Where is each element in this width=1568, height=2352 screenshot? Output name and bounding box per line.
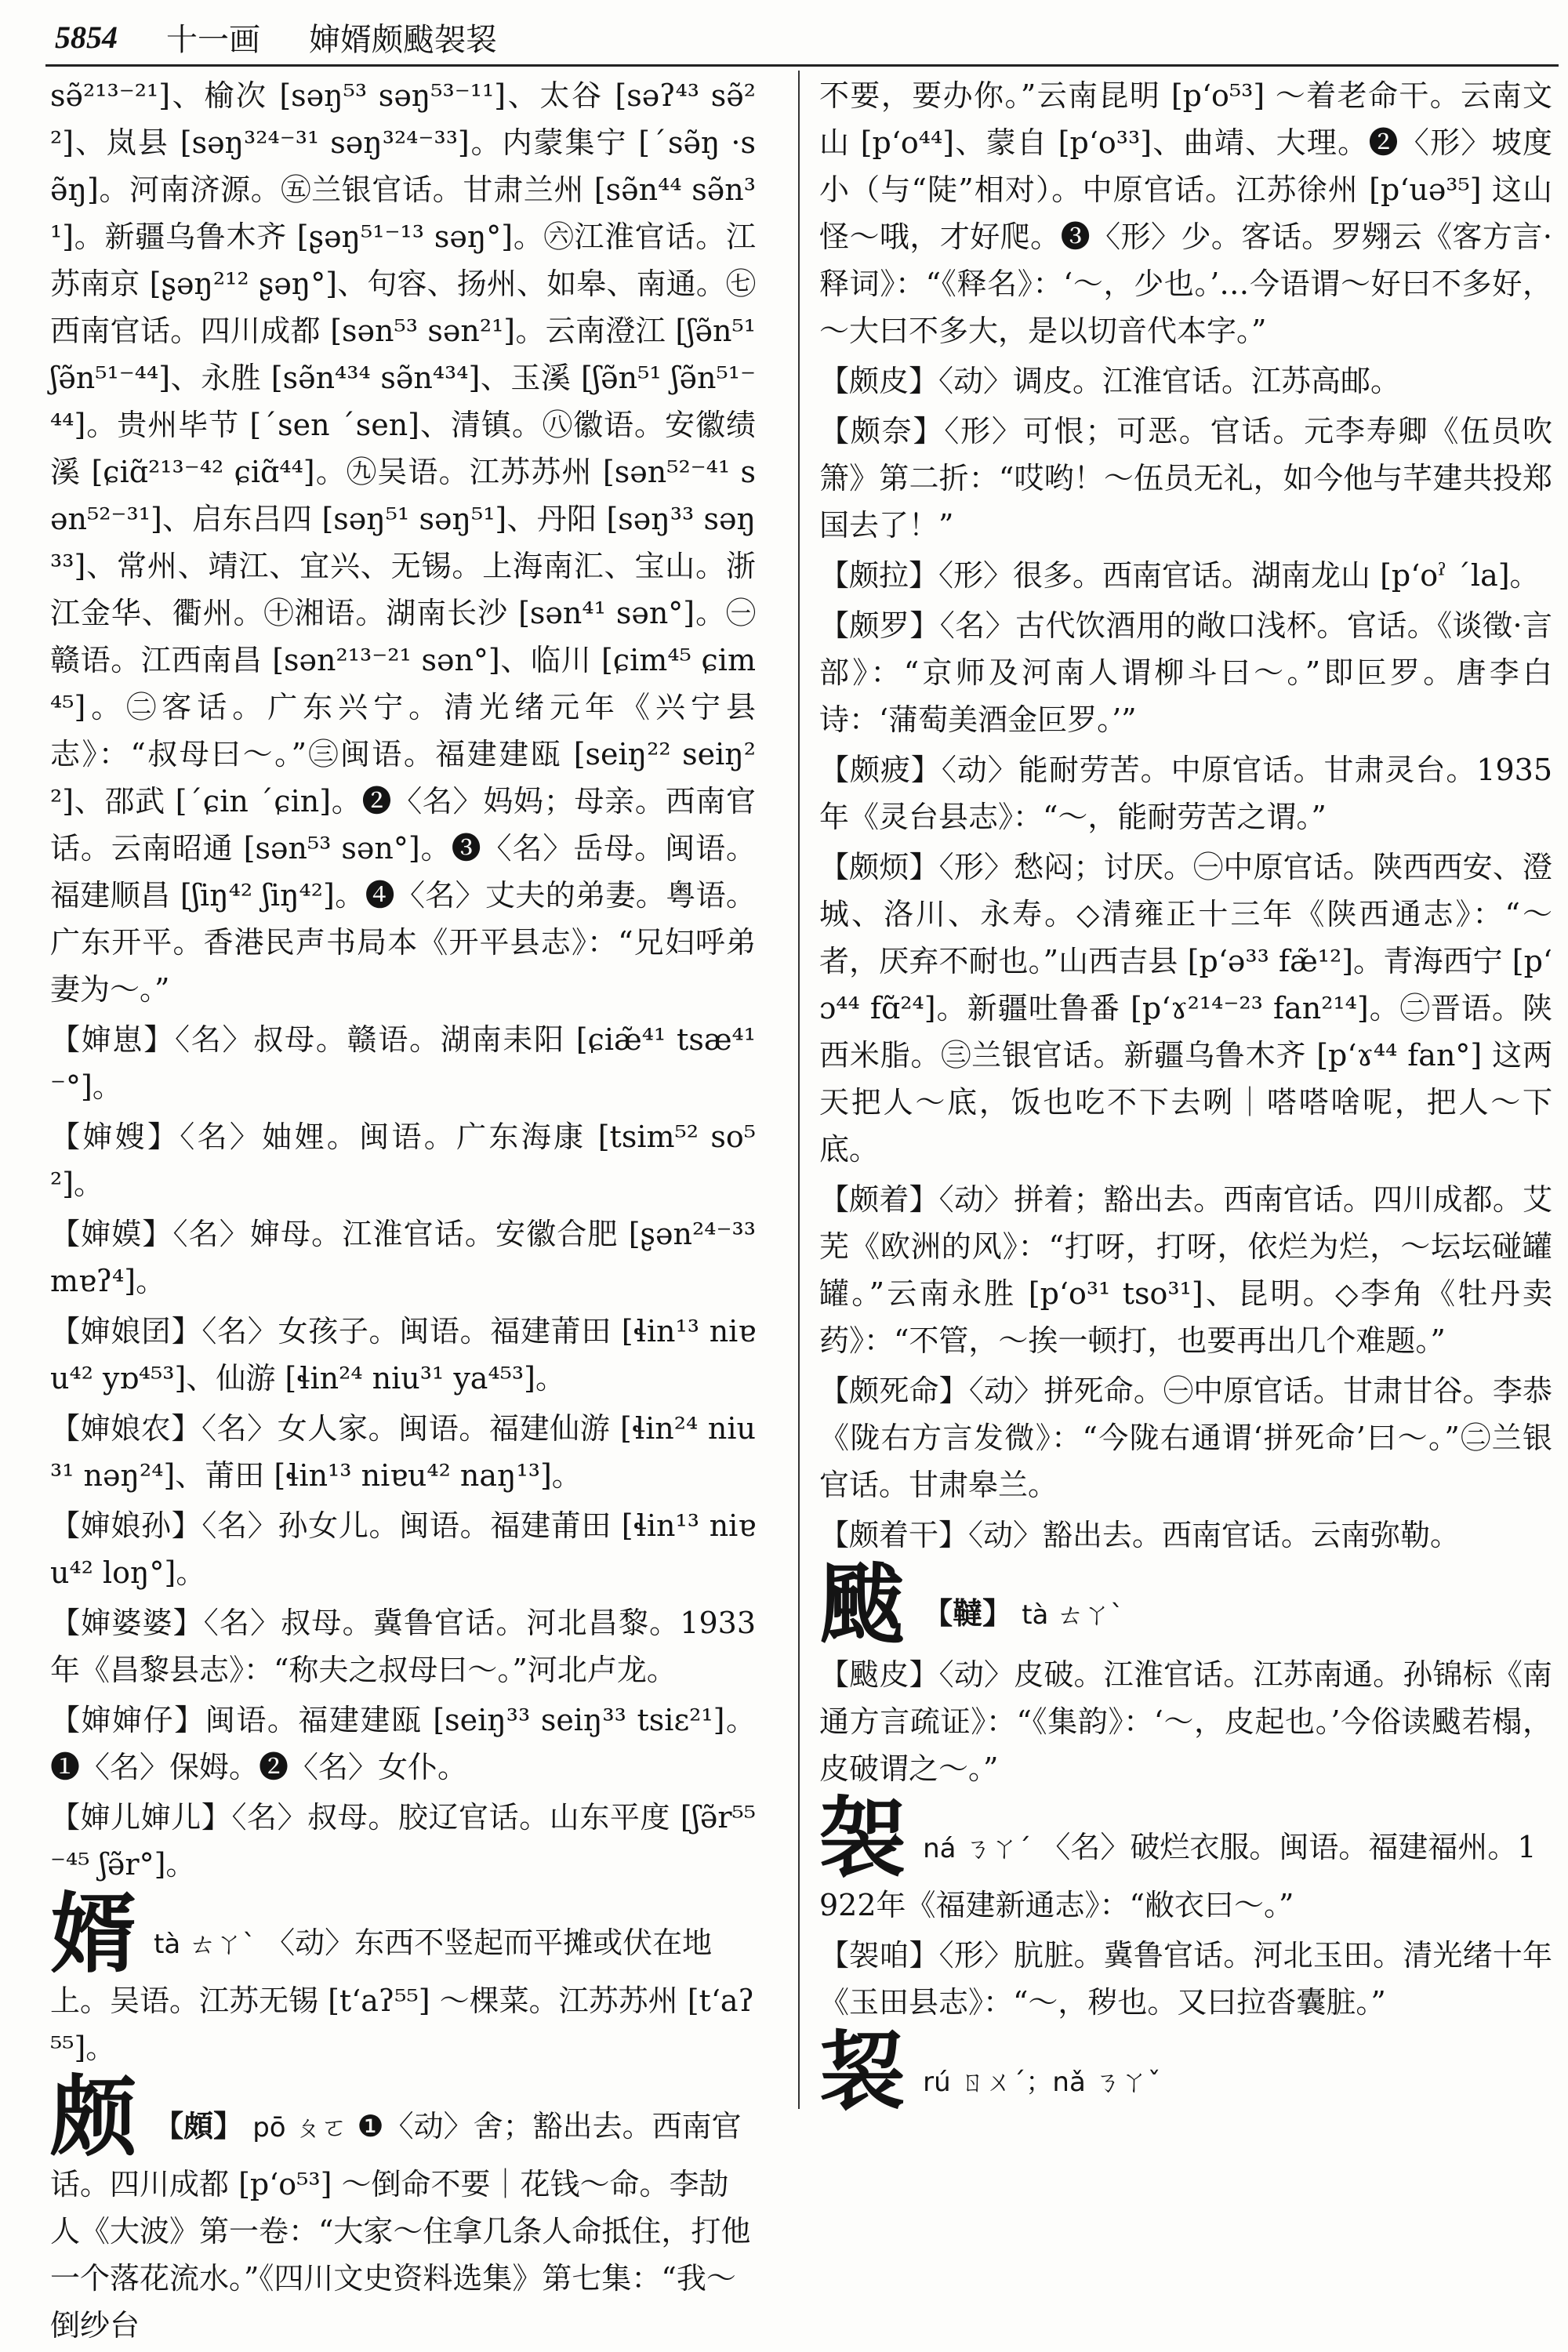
entry-continuation: 不要，要办你。”云南昆明 [pʻo⁵³] ～着老命干。云南文山 [pʻo⁴⁴]、蒙自 [pʻo³³]、曲靖、大理。❷〈形〉坡度小（与“陡”相对）。中原官话。江苏徐州 [pʻuə³⁵] 这山怪～哦，才好爬。❸〈形〉少。客话。罗翙云《客方言·释词》：“《释名》：‘～，少也。’…今语谓～好曰不多好，～大曰不多大，是以切音代本字。” [819,78,1552,348]
entry-颇烦: 【颇烦】〈形〉愁闷；讨厌。㊀中原官话。陕西西安、澄城、洛川、永寿。◇清雍正十三年《陕西通志》：“～者，厌弃不耐也。”山西吉县 [pʻə³³ fæ̃¹²]。青海西宁 [pʻɔ⁴⁴ fɑ̃²⁴]。新疆吐鲁番 [pʻɤ²¹⁴⁻²³ fan²¹⁴]。㊁晋语。陕西米脂。㊂兰银官话。新疆乌鲁木齐 [pʻɤ⁴⁴ fan°] 这两天把人～底，饭也吃不下去咧｜嗒嗒啥呢，把人～下底。 [819,850,1552,1167]
entry-婶婶仔: 【婶婶仔】闽语。福建建瓯 [seiŋ³³ seiŋ³³ tsiɛ²¹]。❶〈名〉保姆。❷〈名〉女仆。 [50,1703,756,1784]
page-number: 5854 [55,19,118,55]
headword-reading: pō ㄆㄛ [252,2112,348,2143]
headword-char: 颇 [50,2067,136,2168]
entry-婶崽: 【婶崽】〈名〉叔母。赣语。湖南耒阳 [ɕiæ̃⁴¹ tsæ⁴¹⁻°]。 [50,1022,756,1104]
headword-variant: 【韃】 [923,1595,1013,1631]
headword-袈 [819,1788,1552,1929]
headword-颰 [819,1554,1552,1655]
page-header [55,11,1560,63]
headword-char: 袈 [819,1788,906,1889]
headword-definition: ❶〈动〉舍；豁出去。西南官话。四川成都 [pʻo⁵³] ～倒命不要｜花钱～命。李劼人《大波》第一卷：“大家～住拿几条人命抵住，打他一个落花流水。”《四川文史资料选集》第七集：“我～倒纱台 [50,2109,751,2343]
headword-颇 [50,2067,756,2349]
headword-袃 [819,2021,1552,2122]
entry-颇死命: 【颇死命】〈动〉拼死命。㊀中原官话。甘肃甘谷。李恭《陇右方言发微》：“今陇右通谓‘拼死命’曰～。”㊁兰银官话。甘肃皋兰。 [819,1374,1552,1502]
entry-颇着干: 【颇着干】〈动〉豁出去。西南官话。云南弥勒。 [819,1518,1461,1552]
headword-reading: rú ㄖㄨˊ；nǎ ㄋㄚˇ [923,2067,1161,2098]
entry-颇拉: 【颇拉】〈形〉很多。西南官话。湖南龙山 [pʻoˀ ˊla]。 [819,558,1540,593]
headword-婿 [50,1883,756,2071]
entry-颇皮: 【颇皮】〈动〉调皮。江淮官话。江苏高邮。 [819,364,1401,398]
entry-婶娘囝: 【婶娘囝】〈名〉女孩子。闽语。福建莆田 [ɬin¹³ niɐu⁴² yɒ⁴⁵³]、仙游 [ɬin²⁴ niu³¹ ya⁴⁵³]。 [50,1314,756,1396]
header-rule [45,64,1559,67]
headword-char: 婿 [50,1883,136,1984]
entry-袈咱: 【袈咱】〈形〉肮脏。冀鲁官话。河北玉田。清光绪十年《玉田县志》：“～，秽也。又曰拉沓囊脏。” [819,1938,1552,2020]
headword-variant: 【頗】 [154,2108,244,2143]
stroke-section: 十一画 [166,21,260,58]
entry-婶娘孙: 【婶娘孙】〈名〉孙女儿。闽语。福建莆田 [ɬin¹³ niɐu⁴² loŋ°]。 [50,1508,756,1590]
entry-婶娘农: 【婶娘农】〈名〉女人家。闽语。福建仙游 [ɬin²⁴ niu³¹ nəŋ²⁴]、莆田 [ɬin¹³ niɐu⁴² naŋ¹³]。 [50,1411,756,1493]
header-chars: 婶婿颇颰袈袃 [309,21,497,58]
headword-reading: ná ㄋㄚˊ [923,1833,1032,1864]
headword-char: 袃 [819,2021,906,2122]
entry-continuation: sə̃²¹³⁻²¹]、榆次 [səŋ⁵³ səŋ⁵³⁻¹¹]、太谷 [səʔ⁴³ sə̃²²]、岚县 [səŋ³²⁴⁻³¹ səŋ³²⁴⁻³³]。内蒙集宁 [ˊsə̃ŋ ·sə̃ŋ]。河南济源。㊄兰银官话。甘肃兰州 [sə̃n⁴⁴ sə̃n³¹]。新疆乌鲁木齐 [ʂəŋ⁵¹⁻¹³ səŋ°]。㊅江淮官话。江苏南京 [ʂəŋ²¹² ʂəŋ°]、句容、扬州、如皋、南通。㊆西南官话。四川成都 [sən⁵³ sən²¹]。云南澄江 [ʃə̃n⁵¹ ʃə̃n⁵¹⁻⁴⁴]、永胜 [sə̃n⁴³⁴ sə̃n⁴³⁴]、玉溪 [ʃə̃n⁵¹ ʃə̃n⁵¹⁻⁴⁴]。贵州毕节 [ˊsen ˊsen]、清镇。㊇徽语。安徽绩溪 [ɕiɑ̃²¹³⁻⁴² ɕiɑ̃⁴⁴]。㊈吴语。江苏苏州 [sən⁵²⁻⁴¹ sən⁵²⁻³¹]、启东吕四 [səŋ⁵¹ səŋ⁵¹]、丹阳 [səŋ³³ səŋ³³]、常州、靖江、宜兴、无锡。上海南汇、宝山。浙江金华、衢州。㊉湘语。湖南长沙 [sən⁴¹ sən°]。㊀赣语。江西南昌 [sən²¹³⁻²¹ sən°]、临川 [ɕim⁴⁵ ɕim⁴⁵]。㊁客话。广东兴宁。清光绪元年《兴宁县志》：“叔母曰～。”㊂闽语。福建建瓯 [seiŋ²² seiŋ²²]、邵武 [ˊɕin ˊɕin]。❷〈名〉妈妈；母亲。西南官话。云南昭通 [sən⁵³ sən°]。❸〈名〉岳母。闽语。福建顺昌 [ʃiŋ⁴² ʃiŋ⁴²]。❹〈名〉丈夫的弟妻。粤语。广东开平。香港民声书局本《开平县志》：“兄妇呼弟妻为～。” [50,78,756,1007]
headword-definition: 〈名〉破烂衣服。闽语。福建福州。1922年《福建新通志》：“敝衣曰～。” [819,1830,1537,1922]
right-column [819,72,1552,2122]
entry-婶嫫: 【婶嫫】〈名〉婶母。江淮官话。安徽合肥 [ʂən²⁴⁻³³ mɐʔ⁴]。 [50,1217,756,1298]
entry-颰皮: 【颰皮】〈动〉皮破。江淮官话。江苏南通。孙锦标《南通方言疏证》：“《集韵》：‘～，皮起也。’今俗读颰若榻，皮破谓之～。” [819,1657,1552,1786]
column-divider [798,71,800,2109]
headword-definition: 〈动〉东西不竖起而平摊或伏在地上。吴语。江苏无锡 [tʻaʔ⁵⁵] ～棵菜。江苏苏州 [tʻaʔ⁵⁵]。 [50,1926,754,2065]
entry-颇疲: 【颇疲】〈动〉能耐劳苦。中原官话。甘肃灵台。1935年《灵台县志》：“～，能耐劳苦之谓。” [819,753,1552,834]
headword-reading: tà ㄊㄚˋ [154,1929,256,1960]
entry-婶儿婶儿: 【婶儿婶儿】〈名〉叔母。胶辽官话。山东平度 [ʃə̃r⁵⁵⁻⁴⁵ ʃə̃r°]。 [50,1800,756,1882]
entry-颇罗: 【颇罗】〈名〉古代饮酒用的敞口浅杯。官话。《谈徵·言部》：“京师及河南人谓柳斗曰～。”即叵罗。唐李白诗：‘蒲萄美酒金叵罗。’” [819,608,1552,737]
entry-颇着: 【颇着】〈动〉拼着；豁出去。西南官话。四川成都。艾芜《欧洲的风》：“打呀，打呀，依烂为烂，～坛坛碰罐罐。”云南永胜 [pʻo³¹ tso³¹]、昆明。◇李角《牡丹卖药》：“不管，～挨一顿打，也要再出几个难题。” [819,1182,1552,1358]
headword-reading: tà ㄊㄚˋ [1022,1599,1124,1631]
entry-婶嫂: 【婶嫂】〈名〉妯娌。闽语。广东海康 [tsim⁵² so⁵²]。 [50,1120,756,1201]
entry-婶婆婆: 【婶婆婆】〈名〉叔母。冀鲁官话。河北昌黎。1933年《昌黎县志》：“称夫之叔母曰～。”河北卢龙。 [50,1606,756,1687]
entry-颇奈: 【颇奈】〈形〉可恨；可恶。官话。元李寿卿《伍员吹箫》第二折：“哎哟！～伍员无礼，如今他与芊建共投郑国去了！” [819,414,1552,543]
headword-char: 颰 [819,1554,906,1655]
left-column [50,72,756,2352]
